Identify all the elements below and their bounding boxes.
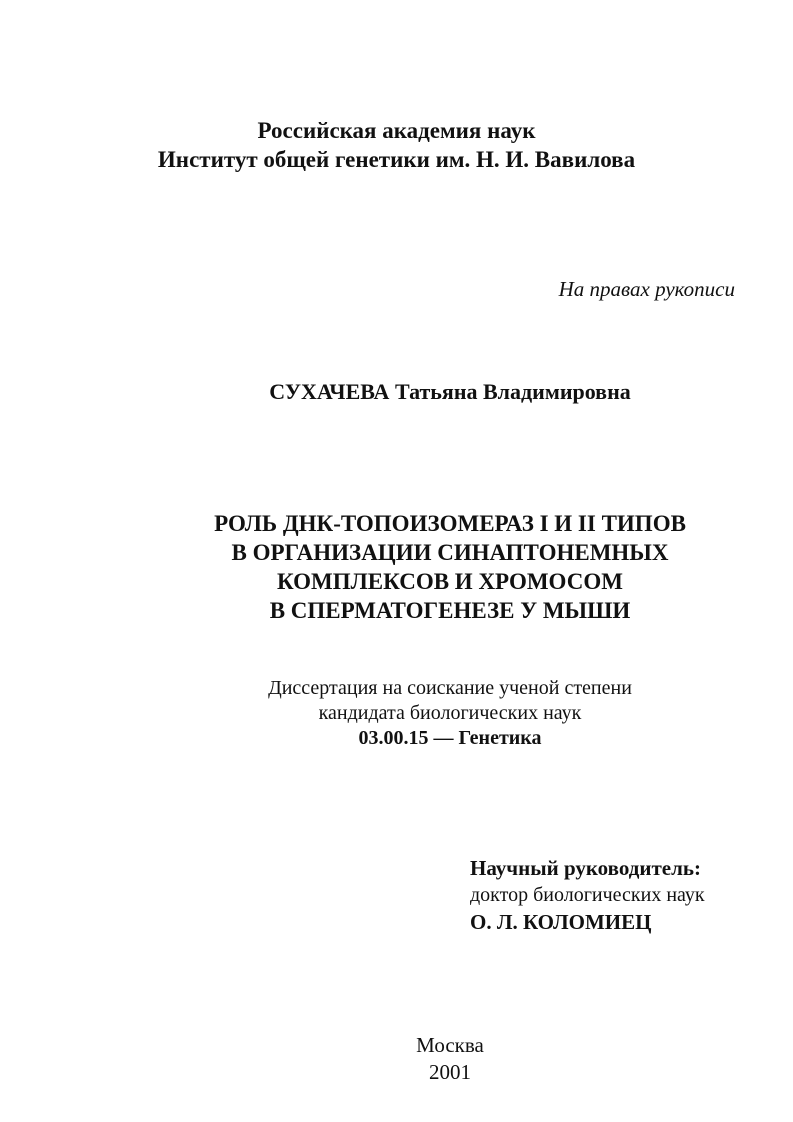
supervisor-degree: доктор биологических наук: [470, 884, 705, 906]
dissertation-specialty: 03.00.15 — Генетика: [358, 727, 542, 749]
title-line: В ОРГАНИЗАЦИИ СИНАПТОНЕМНЫХ: [231, 540, 669, 565]
dissertation-info: [0, 676, 793, 751]
supervisor-label: Научный руководитель:: [470, 856, 701, 880]
author-name: [0, 379, 793, 405]
publication-info: [0, 1032, 793, 1086]
supervisor-name: О. Л. КОЛОМИЕЦ: [470, 910, 652, 934]
institution-header: [0, 116, 793, 174]
author-given-names: Татьяна Владимировна: [394, 379, 631, 404]
supervisor-block: [470, 855, 705, 936]
manuscript-note: На правах рукописи: [558, 277, 735, 301]
publication-year: 2001: [429, 1060, 471, 1084]
dissertation-title: [0, 509, 793, 625]
title-line: РОЛЬ ДНК-ТОПОИЗОМЕРАЗ I И II ТИПОВ: [214, 511, 686, 536]
institute-name: Институт общей генетики им. Н. И. Вавилова: [157, 147, 636, 172]
title-line: В СПЕРМАТОГЕНЕЗЕ У МЫШИ: [269, 598, 631, 623]
academy-name: Российская академия наук: [257, 118, 536, 143]
title-line: КОМПЛЕКСОВ И ХРОМОСОМ: [277, 569, 623, 594]
author-surname: СУХАЧЕВА: [269, 379, 390, 404]
dissertation-degree: кандидата биологических наук: [318, 702, 582, 724]
publication-city: Москва: [416, 1033, 484, 1057]
dissertation-purpose: Диссертация на соискание ученой степени: [268, 677, 632, 699]
